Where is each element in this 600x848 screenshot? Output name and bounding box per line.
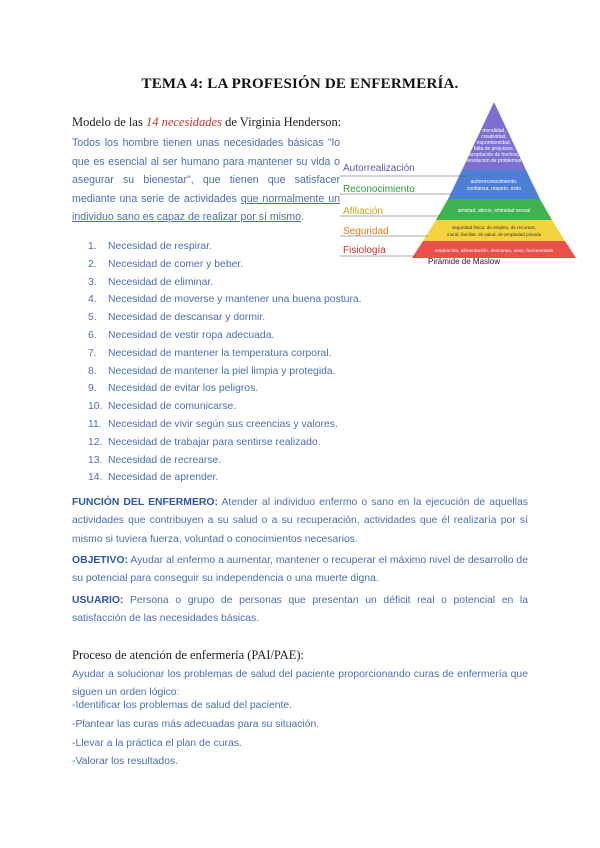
funcion-label: FUNCIÓN DEL ENFERMERO: (72, 497, 218, 508)
need-item (88, 309, 362, 327)
need-text: Necesidad de trabajar para sentirse realizado. (108, 436, 321, 448)
need-item (88, 363, 362, 381)
need-number: 9. (88, 383, 97, 395)
pyr-4-line-2: moral, familiar, de salud, de propiedad privada (446, 232, 542, 237)
need-text: Necesidad de mantener la temperatura corporal. (108, 347, 332, 359)
usuario-label: USUARIO: (72, 595, 124, 606)
pyr-1-line-5: aceptación de hechos, (468, 152, 520, 158)
intro-text: Todos los hombre tienen unas necesidades básicas "lo que es esencial al ser humano para mantener su vida o asegurar su bienestar", que tienen que satisfacer mediante una serie de actividades (72, 137, 340, 205)
need-text: Necesidad de vestir ropa adecuada. (108, 329, 275, 341)
need-item (88, 274, 362, 292)
model-heading-post: de Virginia Henderson: (221, 115, 342, 129)
need-number: 12. (88, 436, 103, 448)
need-number: 4. (88, 294, 97, 306)
usuario-paragraph (72, 592, 528, 629)
model-heading-pre: Modelo de las (72, 115, 146, 129)
need-number: 10. (88, 401, 103, 413)
pai-steps-list (72, 697, 319, 772)
pyramid-caption: Pirámide de Maslow (428, 257, 501, 266)
model-heading (72, 115, 341, 130)
objetivo-text: Ayudar al enfermo a aumentar, mantener o recuperar el máximo nivel de desarrollo de su potencial para conseguir su independencia o una muerte digna. (72, 555, 528, 585)
need-text: Necesidad de descansar y dormir. (108, 312, 266, 324)
pai-step: -Identificar los problemas de salud del paciente. (72, 700, 293, 711)
pyramid-level-4 (423, 220, 565, 241)
need-item (88, 469, 362, 487)
pyr-3-line-1: amistad, afecto, intimidad sexual (457, 208, 531, 214)
model-heading-highlight: 14 necesidades (145, 115, 222, 129)
pyramid-label-autorrealizacion: Autorrealización (343, 163, 415, 174)
pyr-2-line-2: confianza, respeto, éxito (466, 186, 522, 192)
need-item (88, 380, 362, 398)
need-number: 3. (88, 276, 97, 288)
funcion-paragraph (72, 494, 528, 549)
maslow-pyramid (340, 100, 590, 262)
need-text: Necesidad de comer y beber. (108, 258, 244, 270)
need-item (88, 434, 362, 452)
need-item (88, 345, 362, 363)
pyr-1-line-6: resolución de problemas (466, 158, 522, 164)
need-number: 6. (88, 329, 97, 341)
pai-body: Ayudar a solucionar los problemas de salud del paciente proporcionando curas de enfermería que siguen un orden lógico: (72, 669, 528, 699)
needs-list (88, 238, 362, 487)
objetivo-paragraph (72, 552, 528, 589)
need-number: 13. (88, 454, 103, 466)
pai-step: -Valorar los resultados. (72, 756, 179, 768)
need-number: 7. (88, 347, 97, 359)
funcion-text: Atender al individuo enfermo o sano en la ejecución de aquellas actividades que contribuyen a su salud o a su recuperación, actividades que él realizaría por sí mismo si tuviera fuerza, voluntad o conocimientos necesarios. (72, 497, 528, 545)
pyramid-label-afiliacion: Afiliación (343, 206, 384, 217)
need-text: Necesidad de recrearse. (108, 454, 222, 466)
need-number: 5. (88, 312, 97, 324)
pai-heading: Proceso de atención de enfermería (PAI/PAE): (72, 648, 304, 662)
need-item (88, 452, 362, 470)
need-number: 11. (88, 418, 102, 430)
pyr-5-line-1: respiración, alimentación, descanso, sexo, homeostasis (434, 249, 554, 254)
pyramid-label-seguridad: Seguridad (343, 226, 389, 237)
pyr-4-line-1: seguridad física, de empleo, de recursos, (451, 225, 537, 230)
usuario-text: Persona o grupo de personas que presentan un déficit real o potencial en la satisfacción de las necesidades básicas. (72, 595, 528, 625)
need-text: Necesidad de respirar. (108, 241, 212, 252)
pyr-1-line-3: espontaneidad, (476, 140, 512, 146)
objetivo-label: OBJETIVO: (72, 555, 129, 566)
need-number: 8. (88, 365, 97, 377)
need-text: Necesidad de moverse y mantener una buena postura. (108, 294, 362, 306)
need-text: Necesidad de mantener la piel limpia y protegida. (108, 365, 336, 377)
pyr-2-line-1: autorreconocimiento, (470, 179, 518, 185)
need-item (88, 327, 362, 345)
need-number: 14. (88, 472, 103, 484)
intro-end: . (301, 211, 305, 223)
need-text: Necesidad de aprender. (108, 472, 219, 484)
need-number: 2. (88, 258, 97, 270)
need-item (88, 256, 362, 274)
pai-step: -Plantear las curas más adecuadas para su situación. (72, 718, 320, 730)
need-item (88, 238, 362, 256)
pyramid-label-reconocimiento: Reconocimiento (343, 184, 415, 195)
pai-step: -Llevar a la práctica el plan de curas. (72, 737, 242, 749)
pyr-1-line-1: moralidad, (482, 128, 506, 134)
need-text: Necesidad de evitar los peligros. (108, 383, 259, 395)
page-title: TEMA 4: LA PROFESIÓN DE ENFERMERÍA. (141, 76, 459, 92)
pyr-1-line-2: creatividad, (481, 134, 507, 140)
need-item (88, 291, 362, 309)
need-item (88, 416, 362, 434)
pyr-1-line-4: falta de prejuicios, (473, 146, 515, 152)
need-item (88, 398, 362, 416)
intro-paragraph (72, 134, 340, 227)
pyramid-label-fisiologia: Fisiología (343, 245, 386, 256)
need-number: 1. (88, 241, 97, 252)
need-text: Necesidad de comunicarse. (108, 401, 237, 413)
need-text: Necesidad de eliminar. (108, 276, 214, 288)
intro-underlined: que normalmente un individuo sano es capaz de realizar por sí mismo (72, 192, 340, 223)
need-text: Necesidad de vivir según sus creencias y valores. (108, 418, 338, 430)
